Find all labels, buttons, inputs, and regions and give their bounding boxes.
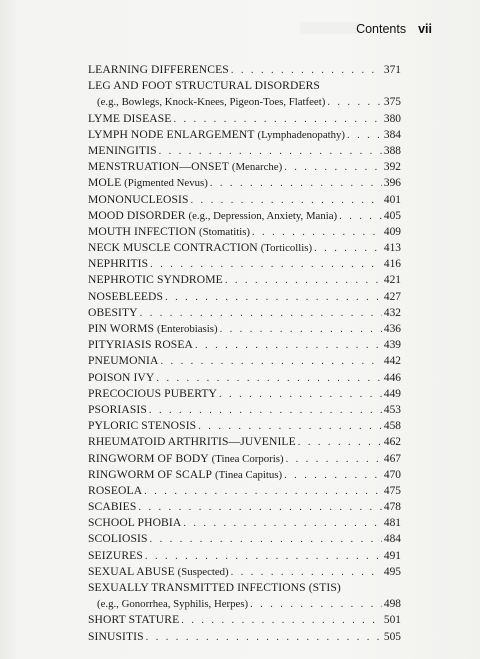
toc-entry-label bbox=[88, 353, 158, 369]
toc-entry-title: SCHOOL PHOBIA bbox=[88, 516, 182, 530]
toc-entry-title: SCOLIOSIS bbox=[88, 532, 148, 546]
toc-entry-page-number: 467 bbox=[383, 452, 401, 465]
toc-entry-title: MONONUCLEOSIS bbox=[88, 192, 189, 206]
toc-entry bbox=[88, 370, 401, 386]
toc-entry-label bbox=[88, 175, 208, 191]
toc-entry-page-number: 462 bbox=[383, 436, 401, 449]
toc-entry-title: PITYRIASIS ROSEA bbox=[88, 338, 193, 352]
toc-entry bbox=[88, 386, 401, 402]
toc-entry-label bbox=[88, 208, 337, 224]
toc-entry-note: (e.g., Gonorrhea, Syphilis, Herpes) bbox=[97, 598, 249, 611]
toc-entry-title: NEPHROTIC SYNDROME bbox=[88, 273, 223, 287]
header-title: Contents bbox=[356, 22, 407, 36]
toc-entry-label bbox=[88, 370, 154, 386]
toc-entry-label bbox=[88, 418, 196, 434]
toc-entry bbox=[88, 418, 401, 434]
toc-entry-title: LYMPH NODE ENLARGEMENT bbox=[88, 127, 255, 141]
toc-entry bbox=[88, 289, 401, 305]
dot-leader bbox=[146, 630, 382, 646]
dot-leader bbox=[250, 597, 382, 613]
toc-entry-note: (Torticollis) bbox=[260, 242, 313, 255]
toc-entry-label bbox=[88, 240, 312, 256]
dot-leader bbox=[347, 128, 382, 144]
dot-leader bbox=[150, 532, 382, 548]
toc-entry-label bbox=[88, 111, 171, 127]
toc-entry bbox=[88, 353, 401, 369]
dot-leader bbox=[144, 484, 382, 500]
toc-entry-note: (Pigmented Nevus) bbox=[124, 177, 208, 190]
toc-entry-title: RINGWORM OF SCALP bbox=[88, 467, 213, 481]
toc-entry bbox=[88, 111, 401, 127]
toc-entry bbox=[88, 272, 401, 288]
toc-entry bbox=[88, 321, 401, 337]
toc-entry-page-number: 458 bbox=[383, 420, 401, 433]
toc-entry bbox=[88, 612, 401, 628]
dot-leader bbox=[298, 435, 382, 451]
dot-leader bbox=[220, 322, 382, 338]
toc-entry-title: MOOD DISORDER bbox=[88, 208, 186, 222]
toc-entry-page-number: 470 bbox=[383, 468, 401, 481]
dot-leader bbox=[286, 452, 382, 468]
toc-entry-title: SEXUAL ABUSE bbox=[88, 564, 175, 578]
toc-entry bbox=[88, 515, 401, 531]
toc-entry-label bbox=[88, 337, 193, 353]
toc-entry-page-number: 475 bbox=[383, 484, 401, 497]
dot-leader bbox=[284, 468, 382, 484]
toc-entry-page-number: 413 bbox=[383, 242, 401, 255]
toc-entry-label bbox=[88, 548, 143, 564]
toc-entry-label bbox=[88, 192, 189, 208]
toc-entry-page-number: 375 bbox=[383, 96, 401, 109]
toc-entry-label bbox=[88, 515, 181, 531]
toc-entry-label bbox=[88, 629, 144, 645]
toc-entry-page-number: 453 bbox=[383, 403, 401, 416]
toc-entry-page-number: 416 bbox=[383, 258, 401, 271]
toc-entry-note: (Enterobiasis) bbox=[156, 323, 218, 335]
toc-entry-page-number: 371 bbox=[383, 64, 401, 76]
toc-entry-page-number: 498 bbox=[383, 598, 401, 611]
dot-leader bbox=[198, 419, 382, 435]
toc-entry-page-number: 481 bbox=[383, 517, 401, 530]
toc-entry bbox=[88, 305, 401, 321]
toc-entry-label bbox=[88, 467, 282, 483]
toc-entry-label bbox=[88, 402, 147, 418]
toc-entry-page-number: 401 bbox=[383, 193, 401, 206]
toc-entry-label bbox=[88, 531, 148, 547]
toc-entry bbox=[88, 548, 401, 564]
toc-entry-label bbox=[97, 596, 248, 612]
toc-entry-title: SEXUALLY TRANSMITTED INFECTIONS (STIS) bbox=[88, 581, 341, 594]
toc-entry-title: PNEUMONIA bbox=[88, 354, 159, 368]
dot-leader bbox=[140, 306, 382, 322]
toc-entry-page-number: 396 bbox=[383, 177, 401, 190]
bleed-through-shadow bbox=[300, 22, 360, 34]
toc-entry-page-number: 421 bbox=[383, 274, 401, 287]
dot-leader bbox=[183, 516, 382, 532]
dot-leader bbox=[252, 225, 382, 241]
toc-entry-label bbox=[88, 256, 148, 272]
dot-leader bbox=[284, 160, 382, 176]
toc-entry-title: ROSEOLA bbox=[88, 483, 143, 497]
dot-leader bbox=[138, 500, 382, 516]
dot-leader bbox=[195, 338, 382, 354]
toc-entry bbox=[88, 62, 401, 78]
toc-entry-label bbox=[88, 272, 223, 288]
toc-entry-title: SEIZURES bbox=[88, 548, 143, 562]
toc-entry-title: LEARNING DIFFERENCES bbox=[88, 63, 229, 76]
dot-leader bbox=[165, 290, 382, 306]
dot-leader bbox=[327, 95, 382, 111]
toc-entry-title: NEPHRITIS bbox=[88, 257, 149, 271]
toc-entry-page-number: 380 bbox=[383, 112, 401, 125]
dot-leader bbox=[173, 112, 381, 128]
toc-entry-note: (e.g., Depression, Anxiety, Mania) bbox=[188, 209, 338, 222]
toc-entry-label bbox=[97, 94, 325, 110]
toc-entry-note: (Stomatitis) bbox=[199, 225, 250, 238]
toc-entry bbox=[88, 564, 401, 580]
toc-entry-label bbox=[88, 580, 341, 596]
toc-entry-title: LEG AND FOOT STRUCTURAL DISORDERS bbox=[88, 79, 320, 93]
toc-entry bbox=[88, 337, 401, 353]
toc-entry-title: RHEUMATOID ARTHRITIS—JUVENILE bbox=[88, 435, 296, 449]
toc-entry bbox=[88, 256, 401, 272]
toc-entry-label bbox=[88, 434, 296, 450]
dot-leader bbox=[160, 354, 381, 370]
toc-entry bbox=[88, 159, 401, 175]
toc-entry-page-number: 491 bbox=[383, 549, 401, 562]
toc-entry-label bbox=[88, 143, 157, 159]
toc-entry-page-number: 405 bbox=[383, 209, 401, 222]
toc-entry-title: NECK MUSCLE CONTRACTION bbox=[88, 241, 258, 255]
toc-entry bbox=[88, 531, 401, 547]
toc-entry-title: POISON IVY bbox=[88, 370, 155, 384]
toc-entry-page-number: 446 bbox=[383, 371, 401, 384]
toc-entry bbox=[88, 596, 401, 612]
toc-entry-page-number: 484 bbox=[383, 533, 401, 546]
toc-entry-page-number: 427 bbox=[383, 290, 401, 303]
toc-entry-title: SCABIES bbox=[88, 500, 137, 514]
toc-entry-title: PSORIASIS bbox=[88, 402, 147, 416]
toc-entry-page-number: 501 bbox=[383, 614, 401, 627]
toc-entry-title: MOLE bbox=[88, 176, 122, 190]
dot-leader bbox=[145, 549, 382, 565]
toc-entry bbox=[88, 240, 401, 256]
dot-leader bbox=[225, 273, 382, 289]
toc-entry-note: (Tinea Capitus) bbox=[215, 468, 283, 481]
toc-entry-title: MOUTH INFECTION bbox=[88, 224, 197, 238]
toc-entry bbox=[88, 192, 401, 208]
toc-entry-page-number: 409 bbox=[383, 225, 401, 238]
toc-entry-title: MENINGITIS bbox=[88, 143, 157, 157]
dot-leader bbox=[159, 144, 382, 160]
toc-entry-page-number: 442 bbox=[383, 355, 401, 368]
toc-entry-page-number: 384 bbox=[383, 128, 401, 141]
toc-entry-title: PYLORIC STENOSIS bbox=[88, 419, 197, 433]
toc-entry-note: (e.g., Bowlegs, Knock-Knees, Pigeon-Toes, Flatfeet) bbox=[97, 96, 326, 109]
dot-leader bbox=[181, 613, 382, 629]
dot-leader bbox=[339, 209, 382, 225]
toc-entry-title: LYME DISEASE bbox=[88, 111, 172, 125]
toc-entry bbox=[88, 78, 401, 94]
toc-entry-page-number: 388 bbox=[383, 144, 401, 157]
toc-entry-label bbox=[88, 289, 163, 305]
toc-entry-label bbox=[88, 564, 229, 580]
toc-entry-note: (Suspected) bbox=[177, 565, 229, 578]
toc-entry-page-number: 439 bbox=[383, 339, 401, 352]
dot-leader bbox=[314, 241, 382, 257]
dot-leader bbox=[191, 193, 382, 209]
toc-entry-title: OBESITY bbox=[88, 305, 138, 319]
toc-entry-page-number: 436 bbox=[383, 323, 401, 335]
toc-entry bbox=[88, 175, 401, 191]
toc-entry-label bbox=[88, 321, 218, 337]
toc-entry-label bbox=[88, 386, 217, 402]
toc-entry bbox=[88, 208, 401, 224]
dot-leader bbox=[231, 63, 382, 79]
toc-entry-page-number: 505 bbox=[383, 630, 401, 643]
toc-entry-label bbox=[88, 451, 284, 467]
toc-entry-label bbox=[88, 305, 138, 321]
toc-entry-note: (Menarche) bbox=[231, 161, 283, 174]
toc-entry-label bbox=[88, 612, 179, 628]
toc-entry bbox=[88, 402, 401, 418]
toc-entry bbox=[88, 467, 401, 483]
toc-entry-title: RINGWORM OF BODY bbox=[88, 451, 209, 465]
toc-entry-page-number: 495 bbox=[383, 565, 401, 578]
toc-entry bbox=[88, 629, 401, 645]
running-header bbox=[356, 22, 432, 36]
toc-entry bbox=[88, 94, 401, 110]
dot-leader bbox=[219, 387, 382, 403]
toc-entry-label bbox=[88, 78, 320, 94]
toc-entry-page-number: 478 bbox=[383, 501, 401, 514]
toc-entry bbox=[88, 434, 401, 450]
toc-entry bbox=[88, 127, 401, 143]
toc-entry-title: PIN WORMS bbox=[88, 322, 155, 335]
toc-entry-title: PRECOCIOUS PUBERTY bbox=[88, 386, 217, 400]
dot-leader bbox=[210, 176, 382, 192]
toc-entry-page-number: 449 bbox=[383, 387, 401, 400]
toc-entry-page-number: 432 bbox=[383, 306, 401, 319]
toc-entry-note: (Lymphadenopathy) bbox=[257, 128, 346, 141]
toc-entry-label bbox=[88, 483, 142, 499]
toc-entry-label bbox=[88, 499, 136, 515]
toc-entry-label bbox=[88, 127, 345, 143]
dot-leader bbox=[150, 257, 382, 273]
dot-leader bbox=[156, 371, 382, 387]
dot-leader bbox=[149, 403, 382, 419]
dot-leader bbox=[231, 565, 382, 581]
header-page-number: vii bbox=[418, 22, 432, 36]
toc-entry-label bbox=[88, 159, 282, 175]
toc-entry bbox=[88, 483, 401, 499]
toc-entry-title: MENSTRUATION—ONSET bbox=[88, 160, 229, 174]
toc-entry-title: SHORT STATURE bbox=[88, 613, 180, 627]
toc-entry bbox=[88, 224, 401, 240]
toc-entry bbox=[88, 499, 401, 515]
toc-entry-page-number: 392 bbox=[383, 161, 401, 174]
toc-entry-title: SINUSITIS bbox=[88, 629, 144, 643]
toc-entry bbox=[88, 143, 401, 159]
toc-entry bbox=[88, 580, 401, 596]
toc-entry-title: NOSEBLEEDS bbox=[88, 289, 164, 303]
table-of-contents bbox=[88, 62, 401, 645]
toc-entry-label bbox=[88, 224, 250, 240]
toc-entry-note: (Tinea Corporis) bbox=[211, 452, 284, 465]
toc-entry bbox=[88, 451, 401, 467]
toc-entry-label bbox=[88, 62, 229, 78]
